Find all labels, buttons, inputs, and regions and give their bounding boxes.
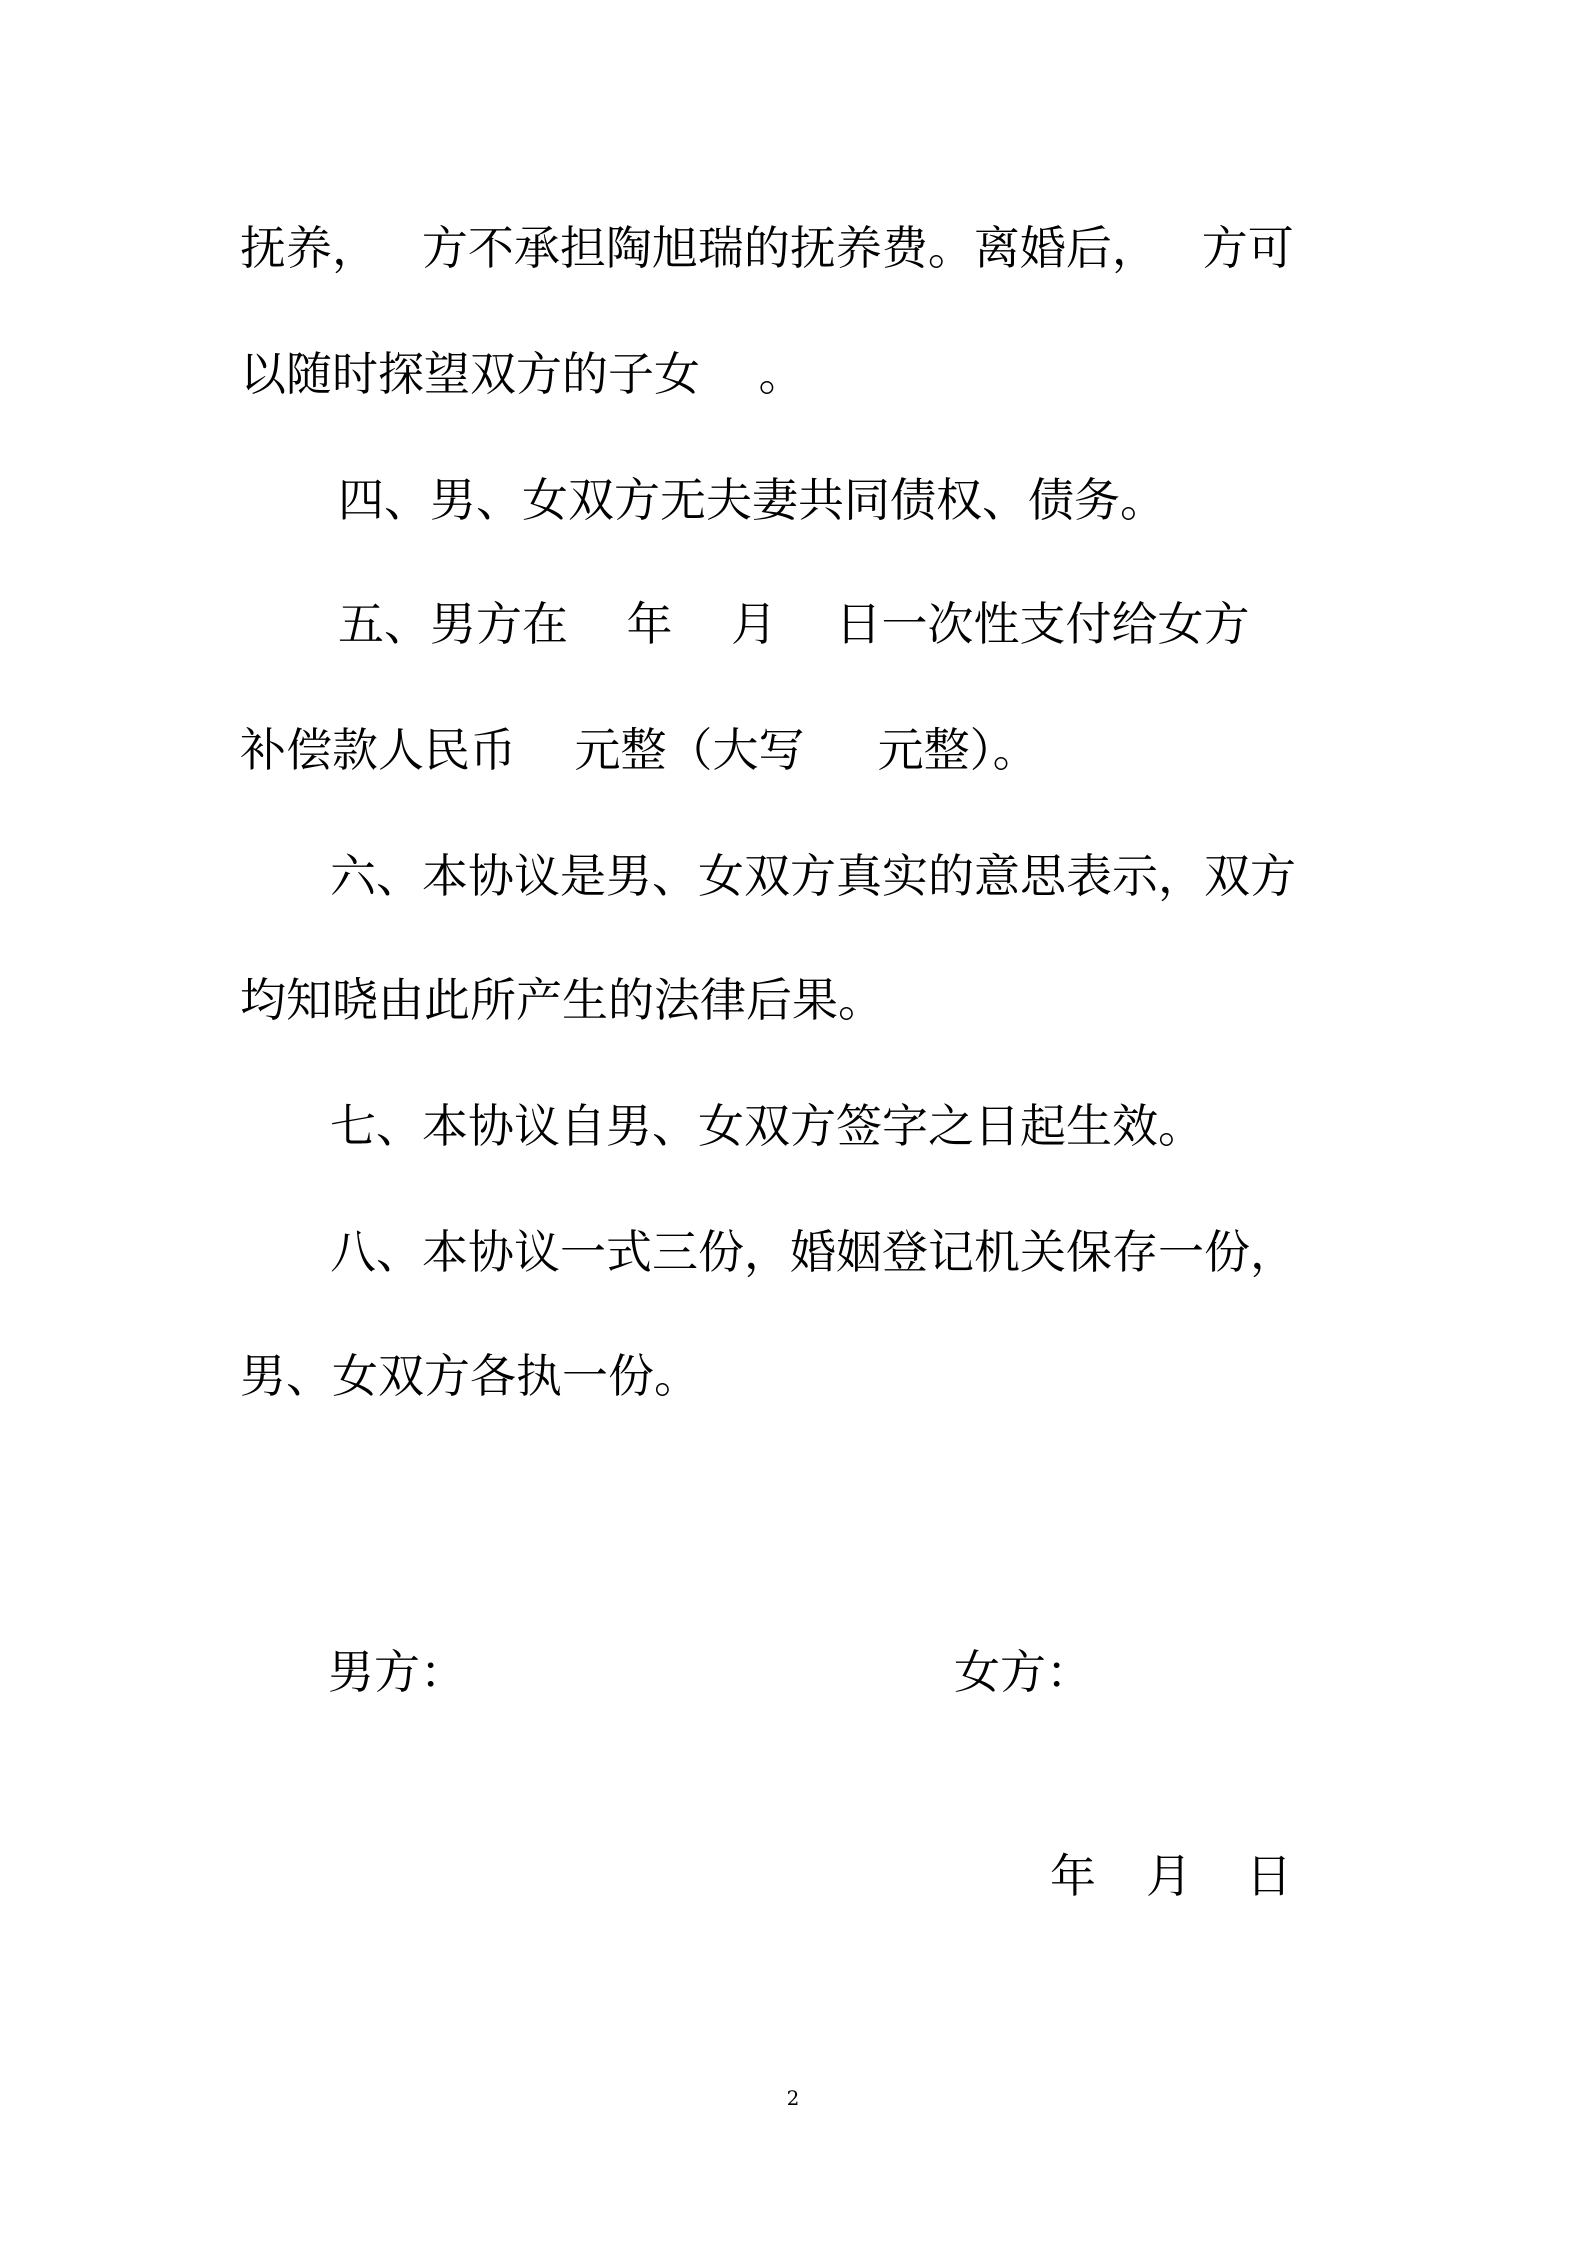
male-signature-label: 男方： (328, 1645, 466, 1699)
date-month: 月 (1146, 1849, 1192, 1903)
clause-8-line-2: 男、女双方各执一份。 (240, 1349, 700, 1403)
clause-8-line-1: 八、本协议一式三份，婚姻登记机关保存一份， (330, 1225, 1296, 1279)
clause-4: 四、男、女双方无夫妻共同债权、债务。 (338, 473, 1166, 527)
clause-6-line-1: 六、本协议是男、女双方真实的意思表示，双方 (330, 849, 1296, 903)
body-line-2: 以随时探望双方的子女 。 (240, 347, 805, 401)
date-day: 日 (1246, 1849, 1292, 1903)
clause-5-line-1: 五、男方在 年 月 日一次性支付给女方 (338, 597, 1250, 651)
date-year: 年 (1050, 1849, 1096, 1903)
clause-6-line-2: 均知晓由此所产生的法律后果。 (240, 973, 884, 1027)
female-signature-label: 女方： (954, 1645, 1092, 1699)
clause-7: 七、本协议自男、女双方签字之日起生效。 (330, 1099, 1204, 1153)
page-number: 2 (786, 2086, 800, 2110)
body-line-1: 抚养， 方不承担陶旭瑞的抚养费。离婚后， 方可 (240, 221, 1294, 275)
clause-5-line-2: 补偿款人民币 元整（大写 元整）。 (240, 723, 1039, 777)
